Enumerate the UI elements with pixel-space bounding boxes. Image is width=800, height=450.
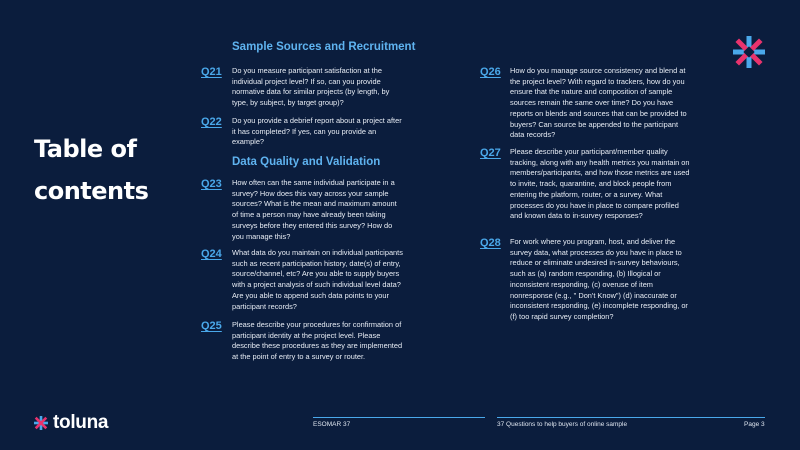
question-text-q22: Do you provide a debrief report about a project after it has completed? If yes, can you provide an example?: [232, 116, 402, 147]
question-text-q25: Please describe your procedures for confirmation of participant identity at the project level. Please describe these procedures as they are implemented at the point of entry to a survey or router.: [232, 320, 403, 362]
question-link-q23[interactable]: Q23: [201, 178, 222, 190]
question-text-q26: How do you manage source consistency and blend at the project level? With regard to trackers, how do you ensure that the nature and composition of sample sources remain the same over time? Do you have reports on blends and sources that can be provided to buyers? Can source be appended to the participant data records?: [510, 66, 687, 140]
question-text-q27: Please describe your participant/member quality tracking, along with any health metrics you maintain on members/participants, and how those metrics are used to invite, track, quarantine, and block people from entering the platform, router, or a survey. What processes do you have in place to compare profiled and known data to in-survey responses?: [510, 147, 690, 221]
question-text-q24: What data do you maintain on individual participants such as recent participation history, date(s) of entry, source/channel, etc? Are you able to supply buyers with a project analysis of such individual level data? Are you able to append such data points to your participant records?: [232, 248, 403, 311]
question-link-q22[interactable]: Q22: [201, 116, 222, 128]
question-text-q21: Do you measure participant satisfaction at the individual project level? If so, can you provide normative data for similar projects (by length, by type, by subject, by target group)?: [232, 66, 390, 108]
footer-divider-left: [313, 417, 485, 418]
question-link-q28[interactable]: Q28: [480, 237, 501, 249]
footer-brand-name: toluna: [53, 412, 109, 433]
question-link-q24[interactable]: Q24: [201, 248, 222, 260]
question-text-q23: How often can the same individual participate in a survey? How does this vary across your sample sources? What is the mean and maximum amount of time a person may have already been taking surveys before they entered this survey? How do you manage this?: [232, 178, 397, 241]
question-link-q25[interactable]: Q25: [201, 320, 222, 332]
footer-brand-logo: [34, 412, 108, 434]
footer-divider-right: [497, 417, 765, 418]
question-link-q26[interactable]: Q26: [480, 66, 501, 78]
section-heading-data-quality: Data Quality and Validation: [232, 156, 381, 168]
section-heading-sample-sources: Sample Sources and Recruitment: [232, 41, 416, 53]
footer-page-number: Page 3: [744, 421, 765, 428]
question-link-q21[interactable]: Q21: [201, 66, 222, 78]
toluna-star-icon-small: [34, 416, 48, 430]
toluna-star-icon: [733, 36, 765, 68]
question-link-q27[interactable]: Q27: [480, 147, 501, 159]
footer-label-esomar: ESOMAR 37: [313, 421, 351, 428]
footer-label-subtitle: 37 Questions to help buyers of online sample: [497, 421, 628, 428]
question-text-q28: For work where you program, host, and deliver the survey data, what processes do you have in place to reduce or eliminate undesired in-survey behaviours, such as (a) random responding, (b) Illogical or inconsistent responding, (c) overuse of item nonresponse (e.g., " Don't Know") (d) inaccurate or inconsistent responding, (e) incomplete responding, or (f) too rapid survey completion?: [510, 237, 688, 321]
page-title: Table of contents: [34, 135, 149, 205]
